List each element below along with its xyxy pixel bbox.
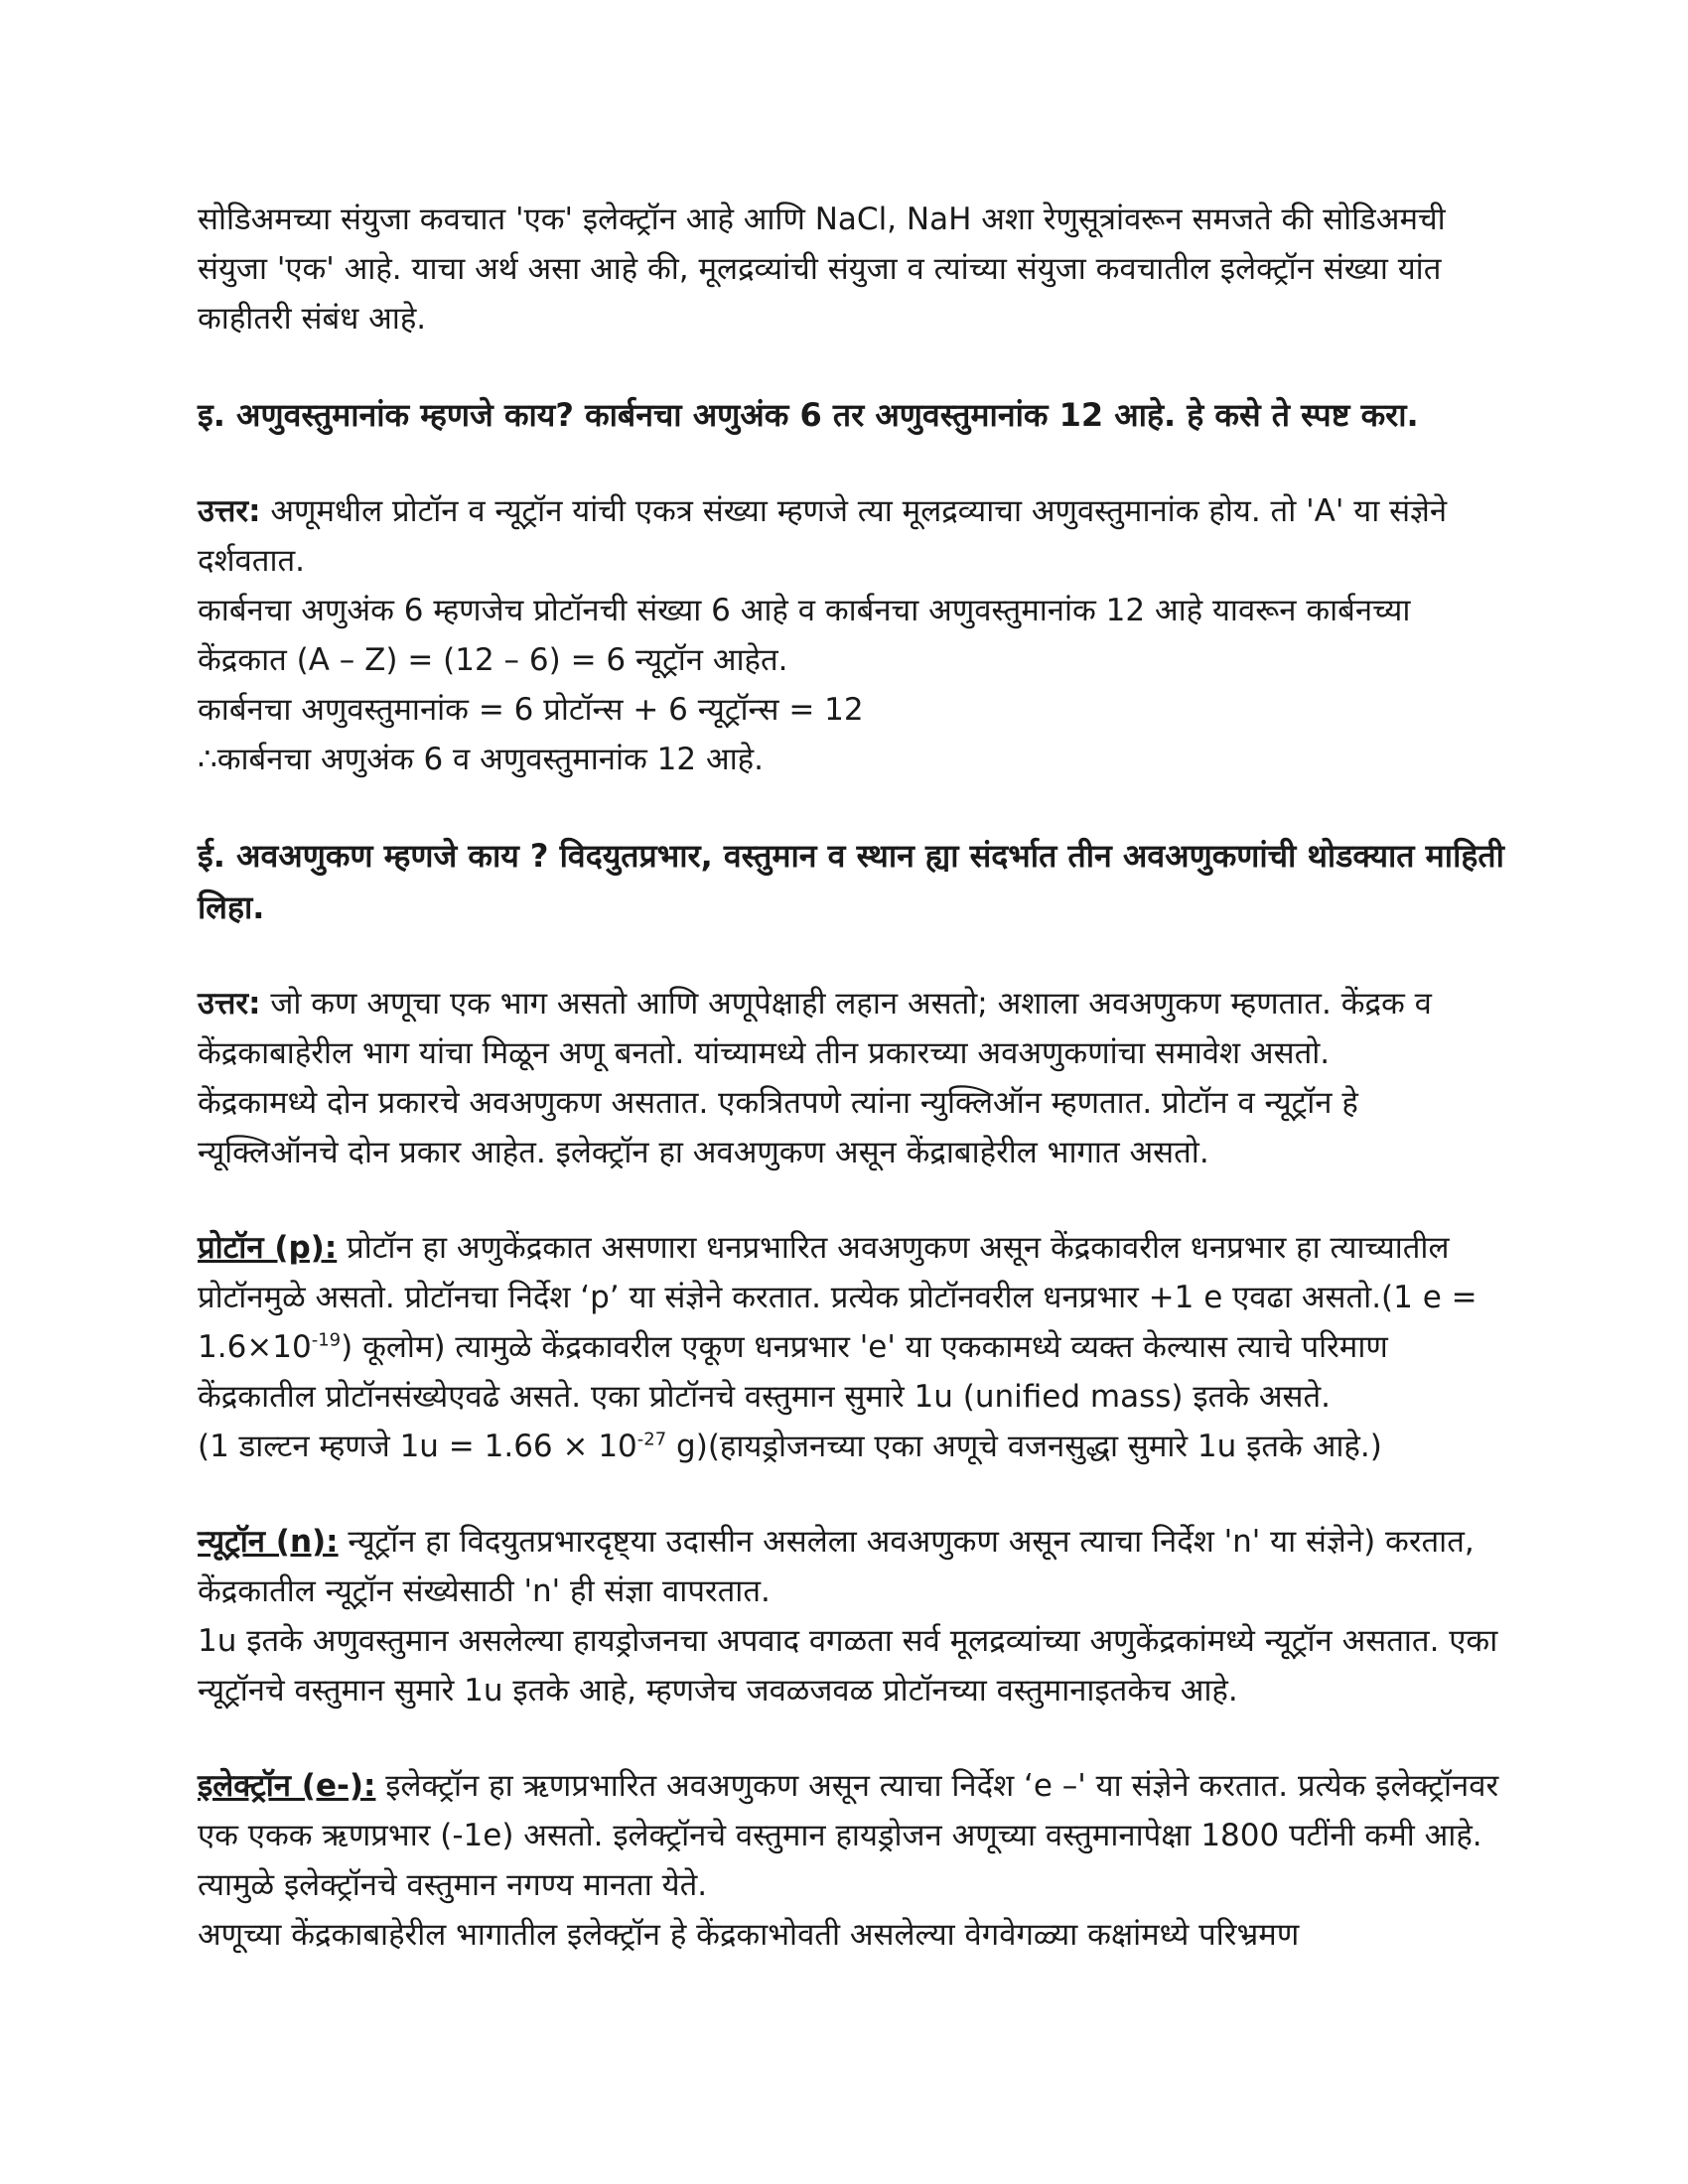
document-page [198,195,1508,1960]
answer-e-line-2: कार्बनचा अणुअंक 6 म्हणजेच प्रोटॉनची संख्या 6 आहे व कार्बनचा अणुवस्तुमानांक 12 आहे यावरून कार्बनच्या केंद्रकात (A – Z) = (12 – 6) = 6 न्यूट्रॉन आहेत. [198,593,1411,678]
answer-e-paragraph [198,486,1508,586]
spacer [198,343,1508,389]
proton-text-a: प्रोटॉन हा अणुकेंद्रकात असणारा धनप्रभारित अवअणुकण असून केंद्रकावरील धनप्रभार हा त्याच्यातील प्रोटॉनमुळे असतो. प्रोटॉनचा निर्देश ‘p’ या संज्ञेने करतात. प्रत्येक प्रोटॉनवरील धनप्रभार +1 e एवढा असतो.(1 e = 1.6×10 [198,1230,1477,1365]
spacer [198,1471,1508,1517]
question-e: इ. अणुवस्तुमानांक म्हणजे काय? कार्बनचा अणुअंक 6 तर अणुवस्तुमानांक 12 आहे. हे कसे ते स्पष्ट करा. [198,396,1419,434]
electron-label: इलेक्ट्रॉन (e-): [198,1768,376,1804]
dalton-text-b: g)(हायड्रोजनच्या एका अणूचे वजनसुद्धा सुमारे 1u इतके आहे.) [666,1429,1382,1464]
proton-exponent-1: -19 [311,1329,342,1351]
electron-paragraph [198,1761,1508,1910]
answer-text: अणूमधील प्रोटॉन व न्यूट्रॉन यांची एकत्र संख्या म्हणजे त्या मूलद्रव्याचा अणुवस्तुमानांक होय. तो 'A' या संज्ञेने दर्शवतात. [198,493,1448,579]
neutron-label: न्यूट्रॉन (n): [198,1524,339,1560]
neutron-text: न्यूट्रॉन हा विदयुतप्रभारदृष्ट्या उदासीन असलेला अवअणुकण असून त्याचा निर्देश 'n' या संज्ञेने) करतात, केंद्रकातील न्यूट्रॉन संख्येसाठी 'n' ही संज्ञा वापरतात. [198,1524,1475,1609]
proton-label: प्रोटॉन (p): [198,1230,338,1266]
proton-text-b: ) कूलोम) त्यामुळे केंद्रकावरील एकूण धनप्रभार 'e' या एककामध्ये व्यक्त केल्यास त्याचे परिमाण केंद्रकातील प्रोटॉनसंख्येएवढे असते. एका प्रोटॉनचे वस्तुमान सुमारे 1u (unified mass) इतके असते. [198,1329,1388,1415]
answer-ee-line-2: केंद्रकामध्ये दोन प्रकारचे अवअणुकण असतात. एकत्रितपणे त्यांना न्युक्लिऑन म्हणतात. प्रोटॉन व न्यूट्रॉन हे न्यूक्लिऑनचे दोन प्रकार आहेत. इलेक्ट्रॉन हा अवअणुकण असून केंद्राबाहेरील भागात असतो. [198,1085,1358,1170]
answer-ee-paragraph [198,979,1508,1078]
spacer [198,933,1508,979]
answer-text: जो कण अणूचा एक भाग असतो आणि अणूपेक्षाही लहान असतो; अशाला अवअणुकण म्हणतात. केंद्रक व केंद्रकाबाहेरील भाग यांचा मिळून अणू बनतो. यांच्यामध्ये तीन प्रकारच्या अवअणुकणांचा समावेश असतो. [198,986,1432,1071]
spacer [198,784,1508,830]
neutron-line-2: 1u इतके अणुवस्तुमान असलेल्या हायड्रोजनचा अपवाद वगळता सर्व मूलद्रव्यांच्या अणुकेंद्रकांमध्ये न्यूट्रॉन असतात. एका न्यूट्रॉनचे वस्तुमान सुमारे 1u इतके आहे, म्हणजेच जवळजवळ प्रोटॉनच्या वस्तुमानाइतकेच आहे. [198,1623,1498,1708]
question-ee: ई. अवअणुकण म्हणजे काय ? विदयुतप्रभार, वस्तुमान व स्थान ह्या संदर्भात तीन अवअणुकणांची थोडक्यात माहिती लिहा. [198,837,1504,926]
neutron-paragraph [198,1517,1508,1616]
spacer [198,1177,1508,1223]
spacer [198,1715,1508,1761]
intro-paragraph: सोडिअमच्या संयुजा कवचात 'एक' इलेक्ट्रॉन आहे आणि NaCl, NaH अशा रेणुसूत्रांवरून समजते की सोडिअमची संयुजा 'एक' आहे. याचा अर्थ असा आहे की, मूलद्रव्यांची संयुजा व त्यांच्या संयुजा कवचातील इलेक्ट्रॉन संख्या यांत काहीतरी संबंध आहे. [198,202,1446,337]
answer-label: उत्तर: [198,493,261,529]
answer-e-line-3: कार्बनचा अणुवस्तुमानांक = 6 प्रोटॉन्स + 6 न्यूट्रॉन्स = 12 [198,692,864,728]
spacer [198,441,1508,486]
electron-line-2: अणूच्या केंद्रकाबाहेरील भागातील इलेक्ट्रॉन हे केंद्रकाभोवती असलेल्या वेगवेगळ्या कक्षांमध्ये परिभ्रमण [198,1917,1300,1953]
proton-line-2 [198,1422,1508,1471]
dalton-text-a: (1 डाल्टन म्हणजे 1u = 1.66 × 10 [198,1429,637,1464]
electron-text: इलेक्ट्रॉन हा ऋणप्रभारित अवअणुकण असून त्याचा निर्देश ‘e –' या संज्ञेने करतात. प्रत्येक इलेक्ट्रॉनवर एक एकक ऋणप्रभार (-1e) असतो. इलेक्ट्रॉनचे वस्तुमान हायड्रोजन अणूच्या वस्तुमानापेक्षा 1800 पटींनी कमी आहे. त्यामुळे इलेक्ट्रॉनचे वस्तुमान नगण्य मानता येते. [198,1768,1499,1903]
proton-exponent-2: -27 [636,1429,667,1450]
answer-label: उत्तर: [198,986,261,1022]
proton-paragraph [198,1223,1508,1422]
answer-e-line-4: ∴कार्बनचा अणुअंक 6 व अणुवस्तुमानांक 12 आहे. [198,742,764,777]
